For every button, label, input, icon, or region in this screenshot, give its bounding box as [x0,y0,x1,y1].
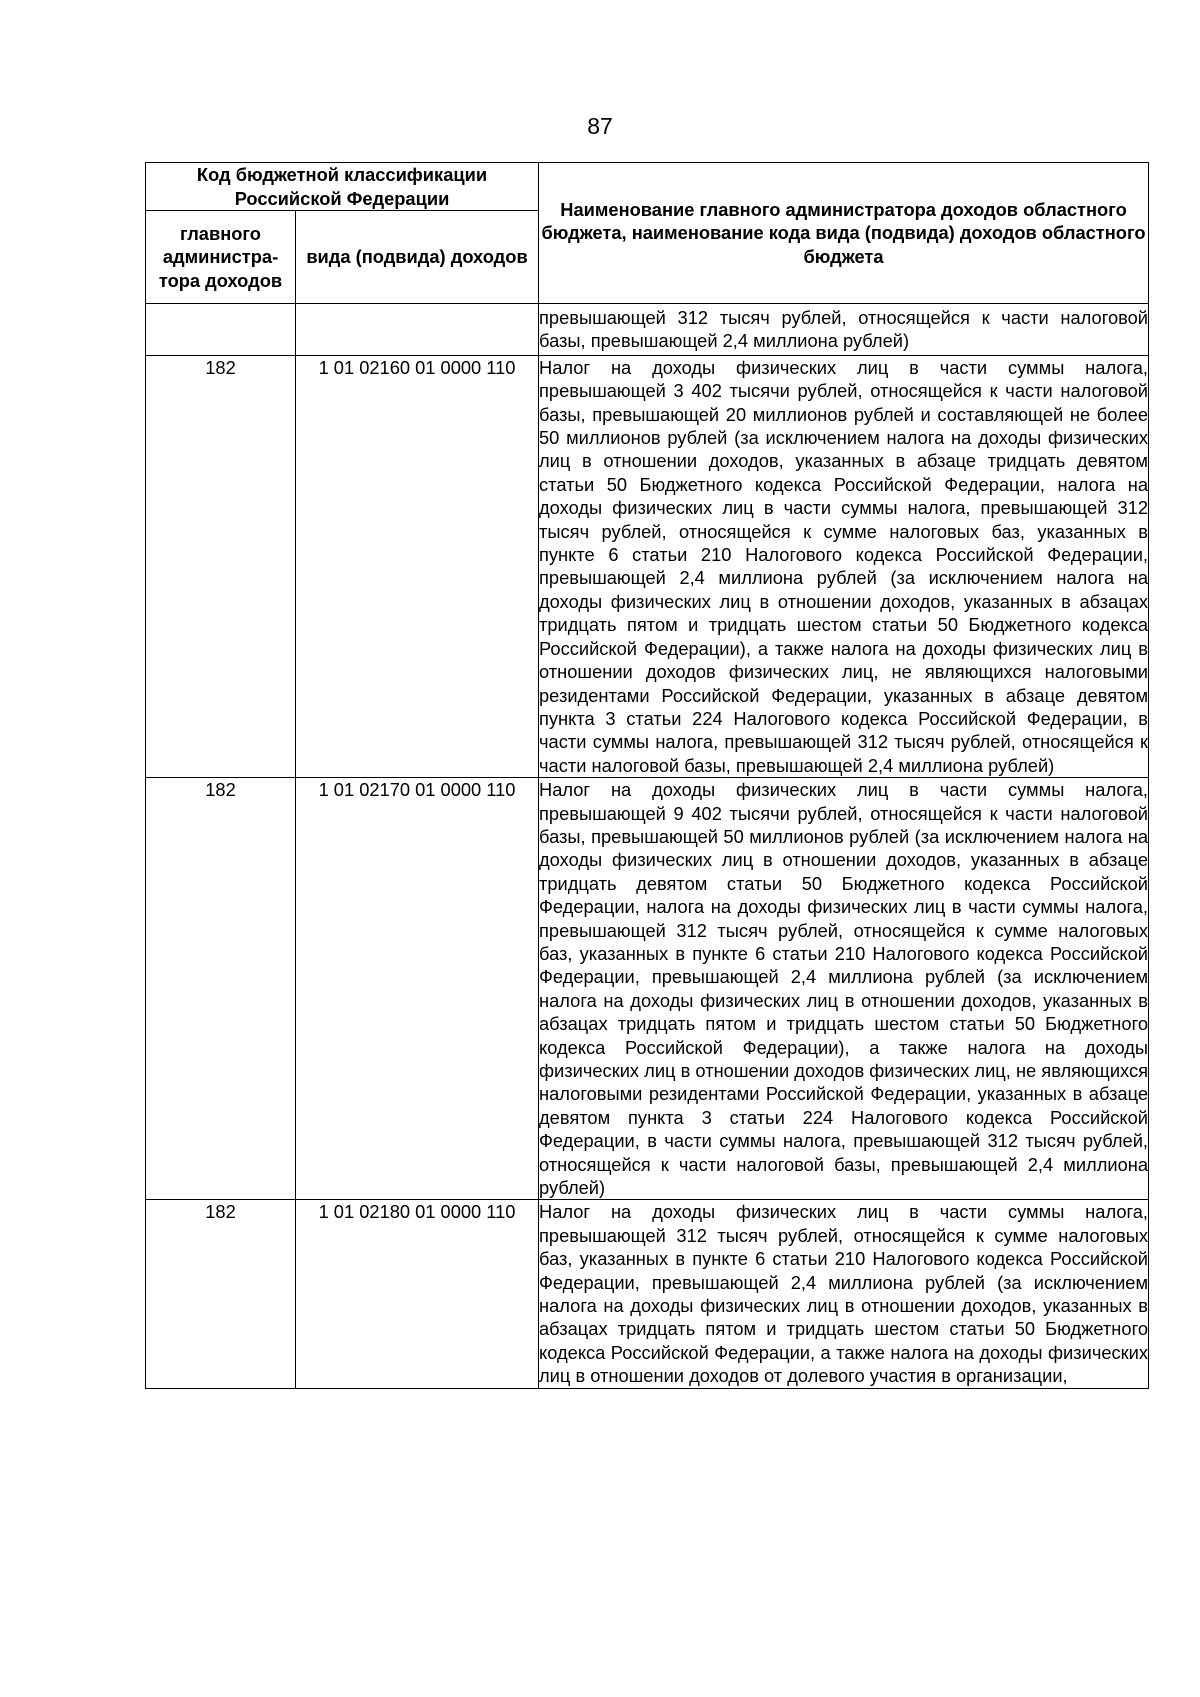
table-row [146,778,1149,1200]
description-cell: Налог на доходы физических лиц в части суммы налога, превышающей 312 тысяч рублей, относящейся к сумме налоговых баз, указанных в пункте 6 статьи 210 Налогового кодекса Российской Федерации, превышающей 2,4 миллиона рублей (за исключением налога на доходы физических лиц в отношении доходов, указанных в абзацах тридцать пятом и тридцать шестом статьи 50 Бюджетного кодекса Российской Федерации, а также налога на доходы физических лиц в отношении доходов от долевого участия в организации, [539,1201,1149,1387]
income-code-cell: 1 01 02180 01 0000 110 [296,1200,539,1388]
admin-code-cell: 182 [146,778,296,1200]
header-income-type-code: вида (подвида) доходов [296,211,539,304]
table-row-continuation [146,304,1149,356]
admin-code-cell: 182 [146,1200,296,1388]
admin-code-cell: 182 [146,355,296,777]
header-code-group: Код бюджетной классификации Российской Федерации [146,163,539,211]
table-row [146,1200,1149,1388]
header-name: Наименование главного администратора доходов областного бюджета, наименование кода вида (подвида) доходов областного бюджета [539,163,1149,304]
income-code-cell: 1 01 02160 01 0000 110 [296,355,539,777]
table-row [146,355,1149,777]
description-cell: Налог на доходы физических лиц в части суммы налога, превышающей 9 402 тысячи рублей, относящейся к части налоговой базы, превышающей 50 миллионов рублей (за исключением налога на доходы физических лиц в отношении доходов, указанных в абзаце тридцать девятом статьи 50 Бюджетного кодекса Российской Федерации, налога на доходы физических лиц в части суммы налога, превышающей 312 тысяч рублей, относящейся к сумме налоговых баз, указанных в пункте 6 статьи 210 Налогового кодекса Российской Федерации, превышающей 2,4 миллиона рублей (за исключением налога на доходы физических лиц в отношении доходов, указанных в абзацах тридцать пятом и тридцать шестом статьи 50 Бюджетного кодекса Российской Федерации), а также налога на доходы физических лиц в отношении доходов физических лиц, не являющихся налоговыми резидентами Российской Федерации, указанных в абзаце девятом пункта 3 статьи 224 Налогового кодекса Российской Федерации, в части суммы налога, превышающей 312 тысяч рублей, относящейся к части налоговой базы, превышающей 2,4 миллиона рублей) [539,779,1149,1199]
description-cell: превышающей 312 тысяч рублей, относящейся к части налоговой базы, превышающей 2,4 миллиона рублей) [539,304,1149,356]
page-number: 87 [587,113,613,139]
admin-code-cell [146,304,296,356]
description-cell: Налог на доходы физических лиц в части суммы налога, превышающей 3 402 тысячи рублей, относящейся к части налоговой базы, превышающей 20 миллионов рублей и составляющей не более 50 миллионов рублей (за исключением налога на доходы физических лиц в отношении доходов, указанных в абзаце тридцать девятом статьи 50 Бюджетного кодекса Российской Федерации, налога на доходы физических лиц в части суммы налога, превышающей 312 тысяч рублей, относящейся к сумме налоговых баз, указанных в пункте 6 статьи 210 Налогового кодекса Российской Федерации, превышающей 2,4 миллиона рублей (за исключением налога на доходы физических лиц в отношении доходов, указанных в абзацах тридцать пятом и тридцать шестом статьи 50 Бюджетного кодекса Российской Федерации), а также налога на доходы физических лиц в отношении доходов физических лиц, не являющихся налоговыми резидентами Российской Федерации, указанных в абзаце девятом пункта 3 статьи 224 Налогового кодекса Российской Федерации, в части суммы налога, превышающей 312 тысяч рублей, относящейся к части налоговой базы, превышающей 2,4 миллиона рублей) [539,356,1149,776]
budget-classification-table [145,162,1149,1389]
header-admin-code: главного администра-тора доходов [146,211,296,304]
income-code-cell: 1 01 02170 01 0000 110 [296,778,539,1200]
income-code-cell [296,304,539,356]
